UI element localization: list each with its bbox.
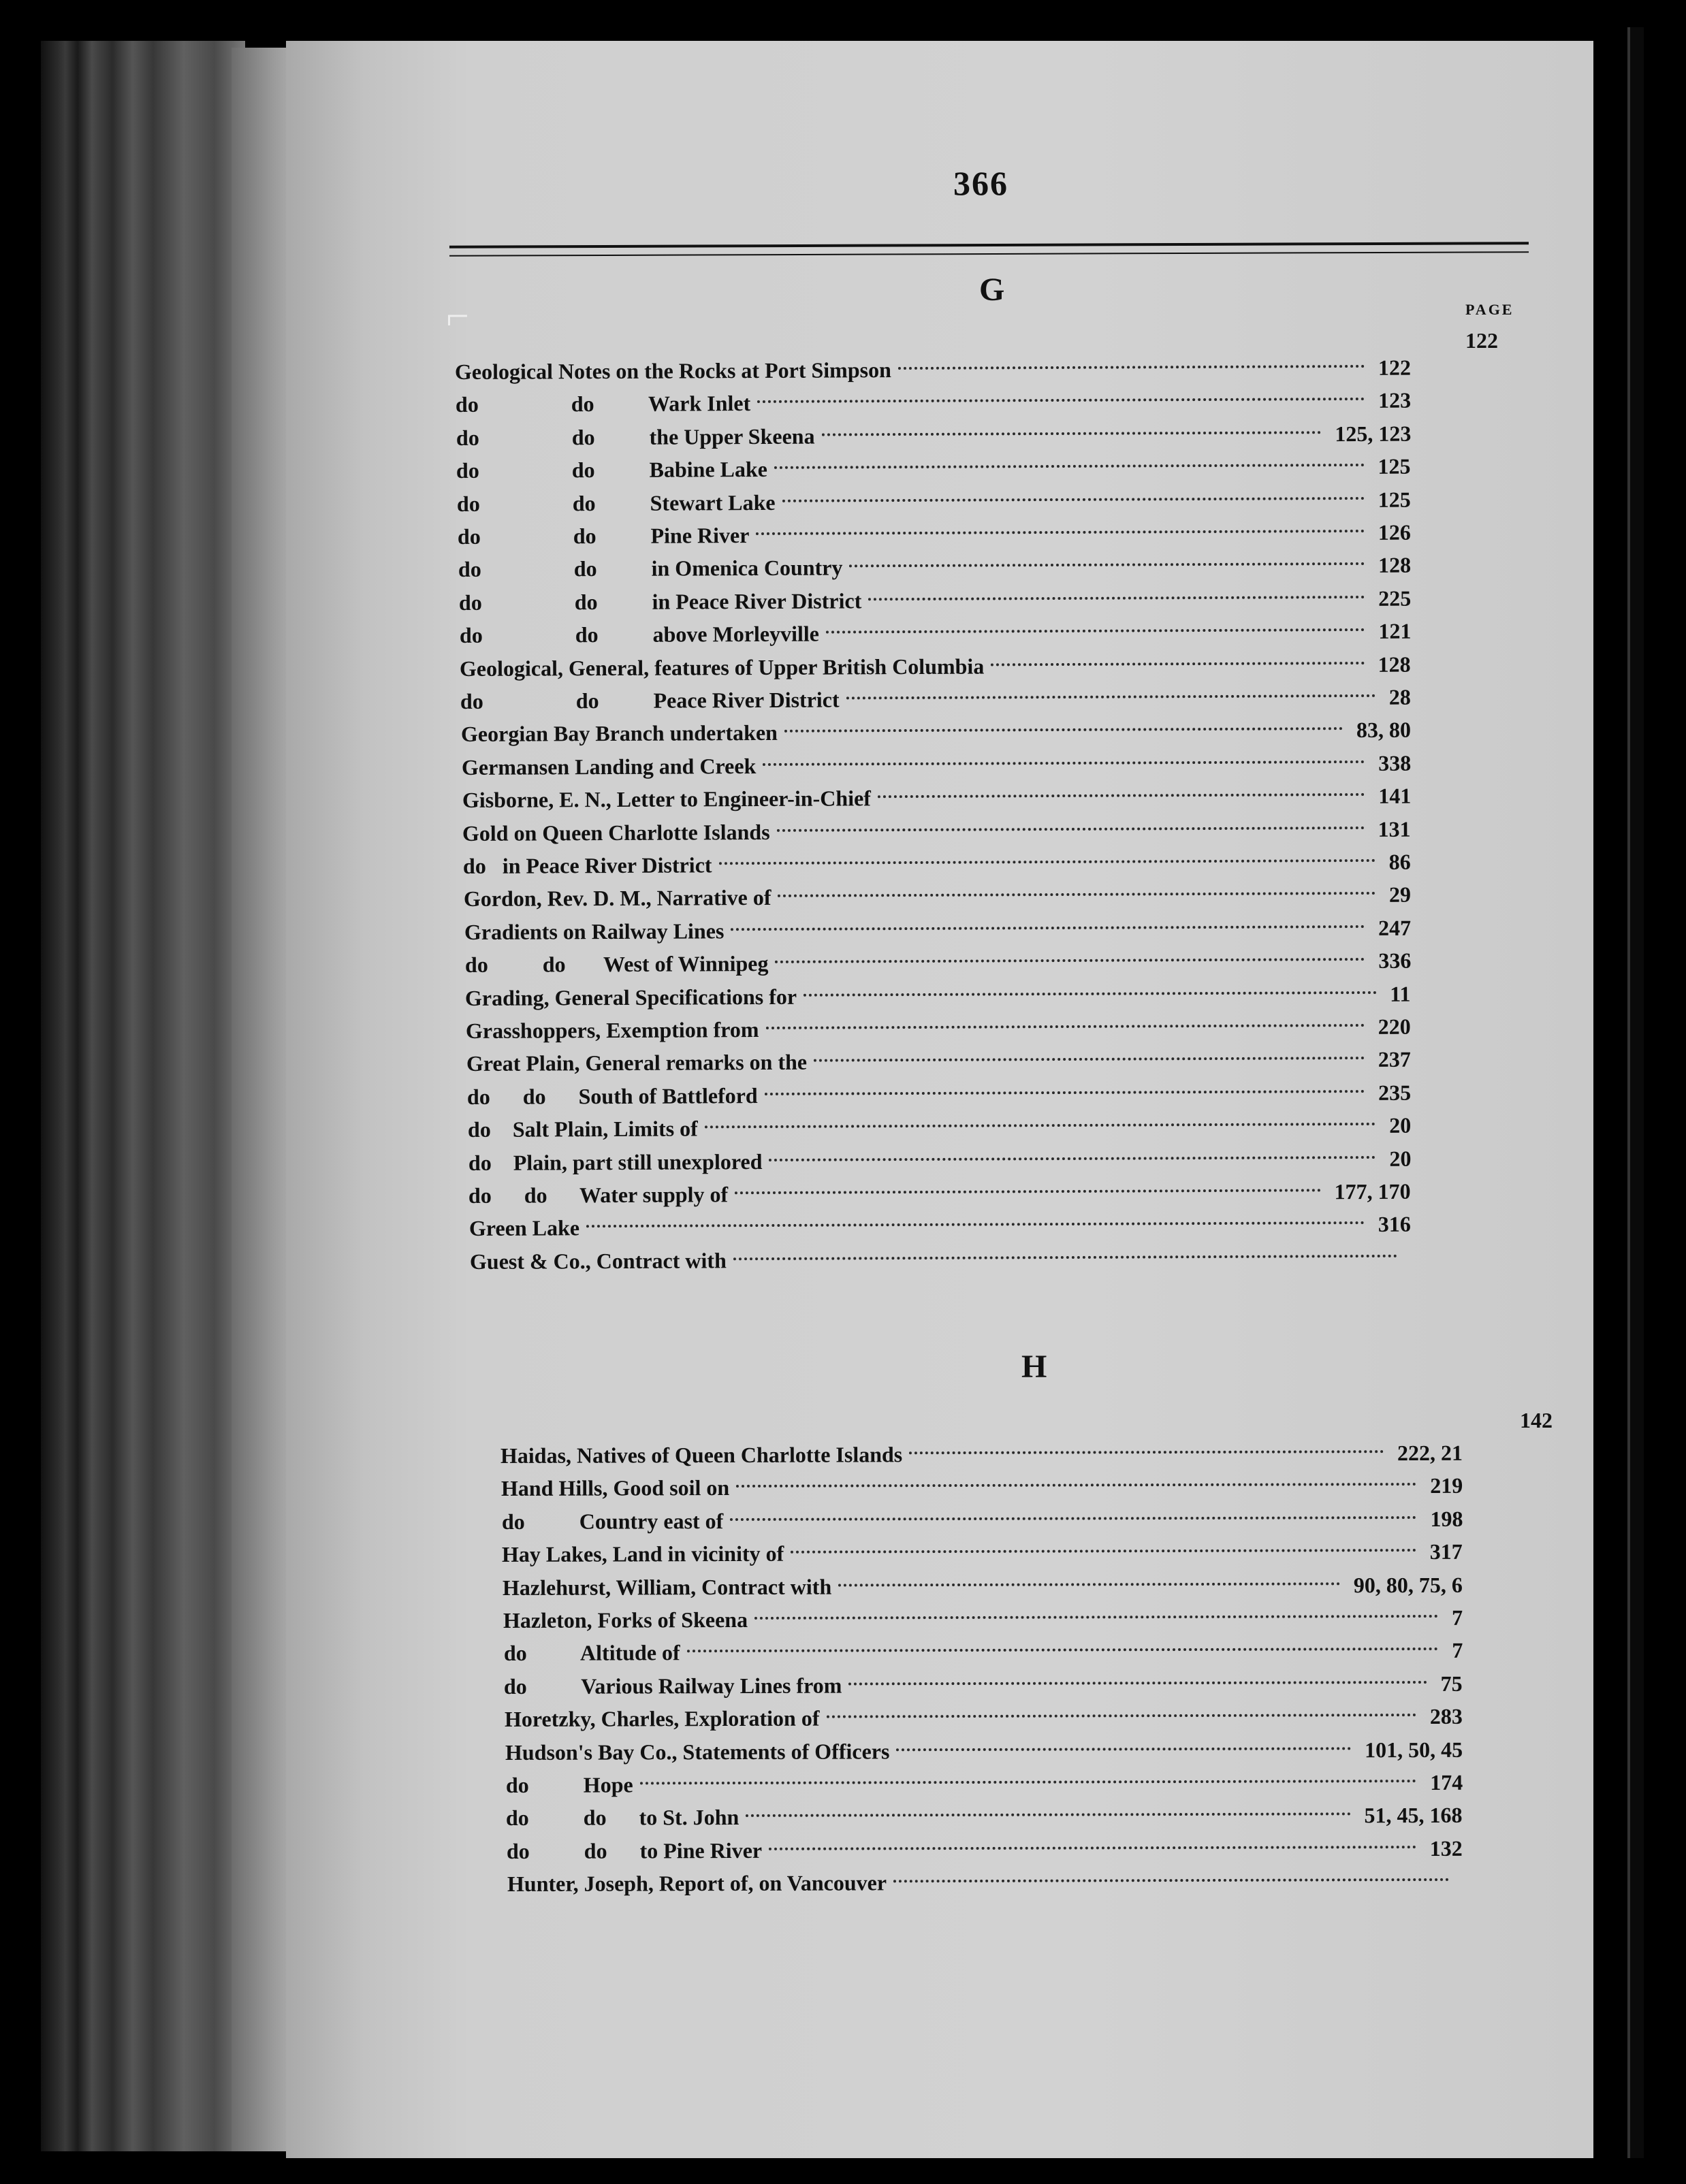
entry-page: 174 — [1429, 1769, 1463, 1795]
dot-leader — [754, 1615, 1438, 1620]
index-entry — [459, 619, 1411, 656]
entry-text: Guest & Co., Contract with — [469, 1248, 727, 1274]
entry-page: 222, 21 — [1397, 1440, 1463, 1466]
dot-leader — [640, 1780, 1416, 1784]
entry-text: do in Peace River District — [463, 852, 712, 878]
entry-text: Geological Notes on the Rocks at Port Simpson — [454, 357, 891, 384]
dot-leader — [782, 497, 1365, 502]
index-entry — [461, 718, 1411, 754]
entry-page: 338 — [1378, 750, 1412, 775]
entry-page: 316 — [1378, 1212, 1412, 1237]
entry-text: do Country east of — [501, 1508, 723, 1534]
entry-text: do do to St. John — [506, 1805, 739, 1831]
entry-text: Geological, General, features of Upper British Columbia — [460, 654, 985, 681]
entry-page: 237 — [1378, 1047, 1412, 1072]
dot-leader — [838, 1582, 1340, 1586]
entry-text: do do Pine River — [457, 523, 750, 549]
index-entry — [500, 1441, 1463, 1476]
entry-text: Haidas, Natives of Queen Charlotte Islands — [500, 1442, 903, 1468]
entry-text: do do Babine Lake — [456, 457, 768, 483]
entry-page: 128 — [1378, 553, 1412, 578]
index-entry — [504, 1638, 1463, 1673]
entry-text: Hazleton, Forks of Skeena — [503, 1607, 748, 1633]
dot-leader — [777, 826, 1365, 832]
entry-page: 51, 45, 168 — [1364, 1803, 1463, 1828]
entry-page: 90, 80, 75, 6 — [1353, 1572, 1463, 1597]
index-entry — [456, 421, 1412, 457]
index-entry — [465, 948, 1412, 985]
index-entry — [466, 1047, 1411, 1084]
entry-text: do Plain, part still unexplored — [468, 1149, 763, 1175]
entry-text: Hay Lakes, Land in vicinity of — [502, 1541, 784, 1567]
dot-leader — [846, 694, 1375, 700]
entry-text: do do Stewart Lake — [457, 489, 776, 516]
dot-leader — [849, 562, 1365, 567]
entry-text: do Hope — [505, 1772, 633, 1797]
entry-page: 225 — [1378, 585, 1412, 611]
dot-leader — [775, 958, 1365, 963]
dot-leader — [896, 1747, 1351, 1751]
entry-text: do do the Upper Skeena — [456, 423, 815, 450]
entry-page: 123 — [1378, 388, 1412, 413]
entry-text: do do South of Battleford — [466, 1082, 758, 1109]
section-letter-h: H — [1021, 1349, 1047, 1385]
entry-page: 219 — [1429, 1473, 1463, 1498]
dot-leader — [705, 1123, 1375, 1128]
index-entry — [456, 454, 1411, 491]
dot-leader — [804, 991, 1377, 997]
page-blemish: ⌐ — [446, 293, 469, 338]
entry-text: do do above Morleyville — [459, 621, 819, 648]
index-entry — [505, 1737, 1463, 1772]
dot-leader — [784, 728, 1343, 733]
entry-page: 7 — [1451, 1605, 1463, 1630]
entry-page: 125 — [1378, 453, 1412, 479]
entry-text: do do West of Winnipeg — [464, 951, 769, 978]
entry-page: 128 — [1378, 652, 1412, 677]
dot-leader — [768, 1156, 1375, 1161]
dot-leader — [746, 1813, 1351, 1818]
entry-page: 122 — [1378, 355, 1412, 380]
entry-page: 28 — [1388, 684, 1412, 709]
entry-text: do do Water supply of — [468, 1182, 729, 1208]
entry-page: 11 — [1390, 981, 1412, 1006]
entry-page: 20 — [1388, 1112, 1412, 1138]
dot-leader — [766, 1024, 1365, 1029]
index-entry — [503, 1605, 1463, 1641]
dot-leader — [731, 925, 1365, 931]
entry-text: Hudson's Bay Co., Statements of Officers — [505, 1738, 890, 1765]
dot-leader — [878, 793, 1365, 798]
dot-leader — [814, 1057, 1365, 1062]
entry-text: do do in Peace River District — [458, 588, 862, 615]
index-entry — [460, 685, 1411, 722]
entry-text: do Various Railway Lines from — [504, 1673, 842, 1699]
entry-text: Horetzky, Charles, Exploration of — [505, 1705, 820, 1732]
entry-page: 20 — [1388, 1146, 1412, 1171]
entry-text: do do in Omenica Country — [458, 555, 843, 582]
section-letter-g: G — [979, 272, 1005, 308]
dot-leader — [757, 398, 1365, 403]
index-entry — [501, 1473, 1463, 1509]
entry-page: 235 — [1378, 1080, 1412, 1105]
index-entry — [455, 355, 1411, 392]
entry-page: 247 — [1378, 915, 1412, 940]
page-column-header: PAGE — [1465, 301, 1514, 318]
index-entry — [506, 1770, 1463, 1805]
entry-page: 126 — [1378, 519, 1412, 545]
dot-leader — [763, 760, 1365, 766]
index-entry — [464, 915, 1411, 952]
dot-leader — [991, 662, 1365, 666]
index-entry — [507, 1836, 1463, 1872]
entry-text: Grading, General Specifications for — [465, 984, 797, 1010]
dot-leader — [769, 1846, 1416, 1850]
entry-text: Hazlehurst, William, Contract with — [502, 1574, 832, 1600]
dot-leader — [756, 530, 1365, 535]
entry-text: Georgian Bay Branch undertaken — [460, 720, 778, 747]
entry-text: do Salt Plain, Limits of — [467, 1116, 698, 1142]
entry-text: Hunter, Joseph, Report of, on Vancouver — [507, 1870, 887, 1897]
index-entry — [469, 1212, 1411, 1249]
dot-leader — [765, 1090, 1365, 1095]
index-entry — [468, 1113, 1411, 1150]
index-entry — [466, 1014, 1411, 1051]
entry-text: Grasshoppers, Exemption from — [466, 1017, 759, 1043]
entry-text: Green Lake — [469, 1215, 580, 1241]
entry-page: 177, 170 — [1334, 1178, 1412, 1204]
entry-text: Gold on Queen Charlotte Islands — [462, 819, 771, 846]
entry-text: do do Wark Inlet — [455, 391, 751, 417]
entry-page: 7 — [1451, 1638, 1463, 1663]
dot-leader — [778, 892, 1375, 897]
index-entry — [501, 1507, 1463, 1542]
dot-leader — [719, 859, 1375, 865]
dot-leader — [791, 1549, 1416, 1554]
section-h-leading-page: 142 — [1520, 1408, 1553, 1432]
entry-page: 141 — [1378, 783, 1412, 809]
index-entry — [467, 1080, 1411, 1117]
index-entry — [506, 1803, 1463, 1838]
index-entry — [459, 585, 1411, 622]
dot-leader — [822, 431, 1321, 436]
entry-text: Gordon, Rev. D. M., Narrative of — [463, 885, 772, 912]
index-entry — [462, 784, 1411, 820]
entry-page: 125 — [1378, 487, 1412, 512]
entry-text: Gradients on Railway Lines — [464, 918, 725, 944]
dot-leader — [687, 1648, 1438, 1652]
index-entry — [504, 1671, 1463, 1707]
entry-page: 336 — [1378, 948, 1412, 974]
entry-text: do do Peace River District — [460, 687, 840, 713]
entry-page: 220 — [1378, 1014, 1412, 1039]
index-entry — [507, 1869, 1463, 1904]
entry-text: do Altitude of — [503, 1640, 680, 1666]
page-number: 366 — [953, 164, 1008, 202]
dot-leader — [586, 1221, 1365, 1227]
dot-leader — [909, 1450, 1384, 1454]
index-entry — [463, 850, 1411, 886]
index-entry — [468, 1179, 1411, 1216]
dot-leader — [848, 1681, 1427, 1686]
dot-leader — [898, 365, 1365, 370]
index-entry — [457, 487, 1411, 524]
entry-page: 121 — [1378, 618, 1412, 644]
entry-page: 83, 80 — [1356, 718, 1412, 743]
index-entry — [503, 1572, 1463, 1607]
entry-text: Hand Hills, Good soil on — [500, 1475, 730, 1501]
dot-leader — [774, 464, 1365, 469]
dot-leader — [733, 1255, 1397, 1260]
index-entry — [465, 981, 1411, 1018]
dot-leader — [825, 628, 1364, 634]
entry-page: 101, 50, 45 — [1364, 1737, 1463, 1762]
index-entry — [470, 1245, 1411, 1282]
index-entry — [468, 1146, 1411, 1183]
index-entry — [505, 1704, 1463, 1739]
entry-page: 198 — [1429, 1506, 1463, 1531]
book-page-edges — [41, 41, 245, 2151]
index-entry — [464, 882, 1411, 919]
dot-leader — [735, 1189, 1321, 1194]
index-entry — [458, 553, 1411, 590]
right-page-edge — [1627, 27, 1644, 2158]
entry-text: Great Plain, General remarks on the — [466, 1050, 808, 1076]
entry-page: 283 — [1429, 1704, 1463, 1729]
entry-text: Gisborne, E. N., Letter to Engineer-in-Chief — [462, 786, 871, 813]
entry-page: 125, 123 — [1334, 421, 1412, 446]
entry-page: 86 — [1388, 849, 1412, 874]
entry-page: 317 — [1429, 1539, 1463, 1564]
section-g-leading-page: 122 — [1465, 328, 1498, 353]
dot-leader — [868, 596, 1365, 600]
index-entry — [458, 520, 1411, 557]
entry-page: 131 — [1378, 816, 1412, 841]
index-entry — [456, 388, 1411, 425]
dot-leader — [736, 1483, 1416, 1488]
dot-leader — [827, 1714, 1416, 1718]
index-entry — [462, 750, 1411, 787]
entry-text: do do to Pine River — [507, 1837, 763, 1863]
index-entry — [460, 652, 1411, 688]
entry-text: Germansen Landing and Creek — [461, 753, 757, 780]
entry-page: 75 — [1440, 1671, 1463, 1696]
entry-page: 132 — [1429, 1835, 1463, 1861]
dot-leader — [730, 1516, 1416, 1521]
index-entry — [462, 816, 1411, 853]
dot-leader — [893, 1878, 1449, 1882]
index-entry — [502, 1539, 1463, 1575]
entry-page: 29 — [1388, 882, 1412, 908]
